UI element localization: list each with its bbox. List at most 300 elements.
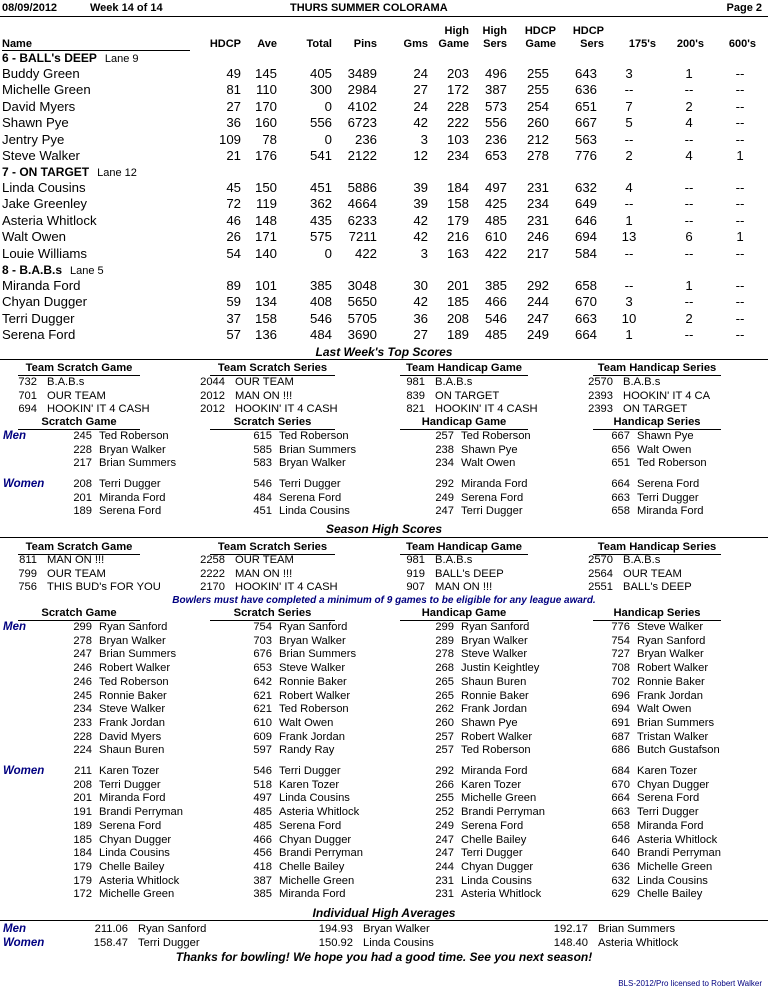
score-value: 632 — [611, 874, 630, 887]
score-value: 292 — [435, 478, 454, 490]
score-name: BALL's DEEP — [435, 567, 504, 580]
score-value: 2222 — [200, 567, 225, 580]
score-name: Bryan Walker — [637, 648, 704, 661]
bowler-175s: -- — [624, 82, 634, 98]
bowler-ave: 140 — [254, 245, 277, 261]
score-value: 247 — [435, 833, 454, 846]
score-value: 265 — [435, 675, 454, 688]
score-value: 418 — [253, 860, 272, 873]
bowler-hdcp: 45 — [226, 180, 241, 195]
score-name: OUR TEAM — [47, 567, 106, 580]
bowler-hdcp-sers: 651 — [574, 98, 597, 114]
score-value: 703 — [253, 634, 272, 647]
bowler-ave: 110 — [255, 82, 277, 98]
score-name: Robert Walker — [99, 662, 171, 675]
score-value: 585 — [253, 443, 272, 456]
score-value: 184 — [73, 847, 92, 860]
gender-label: Men — [3, 430, 26, 442]
bowler-175s: 3 — [625, 294, 633, 310]
score-value: 981 — [406, 554, 425, 566]
bowler-hdcp-sers: 670 — [574, 294, 597, 310]
bowler-hdcp: 81 — [226, 82, 241, 98]
bowler-hdcp-game: 260 — [526, 115, 549, 131]
bowler-row — [0, 82, 768, 98]
bowler-name: Terri Dugger — [2, 310, 75, 326]
bowler-total: 408 — [309, 294, 332, 310]
bowler-200s: 6 — [685, 229, 693, 245]
score-value: 621 — [253, 703, 272, 716]
bowler-high-game: 103 — [446, 131, 469, 147]
score-name: Serena Ford — [461, 819, 524, 832]
score-value: 670 — [611, 778, 630, 791]
average-name: Ryan Sanford — [138, 923, 207, 935]
score-value: 244 — [435, 860, 454, 873]
score-name: Brian Summers — [99, 457, 177, 470]
bowler-600s: -- — [735, 245, 745, 261]
score-name: Miranda Ford — [99, 792, 166, 805]
score-name: Ted Roberson — [99, 675, 169, 688]
bowler-600s: -- — [735, 327, 745, 343]
bowler-high-sers: 485 — [484, 327, 507, 343]
score-name: Miranda Ford — [99, 491, 166, 504]
average-name: Asteria Whitlock — [598, 937, 679, 949]
score-name: Linda Cousins — [279, 792, 350, 805]
bowler-high-sers: 610 — [484, 229, 507, 245]
bowler-hdcp-game: 249 — [526, 327, 549, 343]
bowler-200s: -- — [684, 196, 694, 212]
col-high-game-2: Game — [438, 38, 469, 50]
bowler-hdcp-sers: 664 — [574, 327, 597, 343]
bowler-ave: 101 — [254, 278, 277, 293]
bowler-hdcp: 54 — [226, 245, 241, 261]
score-name: Shawn Pye — [461, 716, 518, 729]
bowler-high-game: 201 — [446, 278, 469, 293]
bowler-hdcp: 49 — [226, 66, 241, 81]
score-name: Butch Gustafson — [637, 744, 720, 757]
score-value: 609 — [253, 730, 272, 743]
score-name: Ronnie Baker — [461, 689, 529, 702]
score-value: 2393 — [588, 389, 613, 402]
bowler-200s: 4 — [685, 148, 693, 163]
score-name: Bryan Walker — [279, 634, 346, 647]
bowler-high-sers: 653 — [484, 148, 507, 163]
score-name: Michelle Green — [637, 860, 713, 873]
score-name: Miranda Ford — [637, 819, 704, 832]
score-value: 667 — [611, 430, 630, 442]
bowler-hdcp-sers: 636 — [574, 82, 597, 98]
bowler-200s: -- — [684, 212, 694, 228]
score-value: 615 — [253, 430, 272, 442]
score-name: Miranda Ford — [461, 765, 528, 777]
bowler-hdcp-sers: 563 — [574, 131, 597, 147]
score-name: Linda Cousins — [99, 847, 170, 860]
bowler-175s: 1 — [625, 327, 633, 343]
score-value: 224 — [73, 744, 92, 757]
average-value: 148.40 — [553, 937, 588, 949]
score-name: Serena Ford — [279, 491, 342, 504]
bowler-high-game: 222 — [446, 115, 469, 131]
score-name: B.A.B.s — [47, 376, 85, 388]
bowler-name: Louie Williams — [2, 245, 88, 261]
bowler-600s: -- — [735, 180, 745, 195]
bowler-total: 0 — [324, 245, 332, 261]
bowler-pins: 3048 — [347, 278, 377, 293]
bowler-row — [0, 115, 768, 131]
score-value: 727 — [611, 648, 630, 661]
handicap-game-header: Handicap Game — [400, 416, 528, 430]
gender-label: Men — [3, 923, 26, 935]
score-value: 484 — [253, 491, 272, 504]
bowler-pins: 4664 — [347, 196, 377, 212]
score-value: 640 — [611, 847, 630, 860]
score-value: 233 — [73, 716, 92, 729]
bowler-hdcp-game: 217 — [526, 245, 549, 261]
score-name: Karen Tozer — [279, 778, 340, 791]
season-title: Season High Scores — [325, 522, 443, 536]
bowler-total: 575 — [309, 229, 332, 245]
bowler-175s: -- — [624, 278, 634, 293]
bowler-ave: 160 — [254, 115, 277, 131]
bowler-high-game: 189 — [446, 327, 469, 343]
bowler-total: 546 — [309, 310, 332, 326]
bowler-total: 484 — [309, 327, 332, 343]
bowler-600s: -- — [735, 278, 745, 293]
team-scratch-game-header: Team Scratch Game — [18, 541, 140, 555]
score-name: Asteria Whitlock — [637, 833, 718, 846]
bowler-200s: 2 — [685, 310, 693, 326]
col-total: Total — [306, 38, 332, 50]
average-value: 192.17 — [553, 923, 588, 935]
score-name: B.A.B.s — [435, 554, 473, 566]
score-value: 387 — [253, 874, 272, 887]
score-value: 485 — [253, 806, 272, 819]
average-value: 158.47 — [93, 937, 128, 949]
score-name: Tristan Walker — [637, 730, 709, 743]
score-name: Walt Owen — [637, 443, 692, 456]
team-lane: Lane 9 — [104, 53, 139, 65]
bowler-row — [0, 180, 768, 196]
scratch-series-header: Scratch Series — [210, 416, 335, 430]
col-175s: 175's — [628, 38, 656, 50]
bowler-hdcp: 36 — [226, 115, 241, 131]
score-value: 292 — [435, 765, 454, 777]
scratch-series-header: Scratch Series — [210, 607, 335, 621]
bowler-high-game: 216 — [446, 229, 469, 245]
score-value: 497 — [253, 792, 272, 805]
bowler-hdcp: 21 — [226, 148, 241, 163]
score-name: Ted Roberson — [461, 744, 531, 757]
bowler-gms: 36 — [413, 310, 428, 326]
bowler-175s: 13 — [621, 229, 637, 245]
score-value: 981 — [406, 376, 425, 388]
col-hdcp-game-1: HDCP — [524, 25, 556, 37]
score-name: Serena Ford — [637, 792, 700, 805]
score-name: Ryan Sanford — [99, 621, 168, 633]
score-name: Steve Walker — [99, 703, 166, 716]
bowler-pins: 6233 — [347, 212, 377, 228]
bowler-name: Jake Greenley — [2, 196, 88, 212]
bowler-200s: 4 — [685, 115, 693, 131]
bowler-high-sers: 496 — [484, 66, 507, 81]
score-name: Asteria Whitlock — [461, 888, 542, 901]
bowler-600s: 1 — [736, 148, 744, 163]
score-name: Steve Walker — [279, 662, 346, 675]
score-name: Chelle Bailey — [279, 860, 345, 873]
bowler-ave: 150 — [254, 180, 277, 195]
score-name: Karen Tozer — [637, 765, 698, 777]
score-value: 238 — [435, 443, 454, 456]
score-name: Brandi Perryman — [461, 806, 545, 819]
score-name: Karen Tozer — [99, 765, 160, 777]
average-value: 194.93 — [318, 923, 353, 935]
bowler-gms: 42 — [413, 229, 428, 245]
report-date: 08/09/2012 — [2, 2, 58, 14]
bowler-total: 405 — [309, 66, 332, 81]
score-name: Terri Dugger — [99, 778, 161, 791]
score-value: 257 — [435, 430, 454, 442]
bowler-hdcp: 59 — [226, 294, 241, 310]
bowler-total: 541 — [309, 148, 332, 163]
bowler-175s: 10 — [621, 310, 637, 326]
bowler-hdcp-game: 292 — [526, 278, 549, 293]
bowler-175s: 2 — [625, 148, 633, 163]
bowler-name: Michelle Green — [2, 82, 91, 98]
bowler-gms: 30 — [413, 278, 428, 293]
score-name: Karen Tozer — [461, 778, 522, 791]
score-name: OUR TEAM — [623, 567, 682, 580]
score-value: 247 — [435, 505, 454, 518]
season-rule — [0, 537, 768, 538]
col-600s: 600's — [728, 38, 756, 50]
score-value: 179 — [73, 874, 92, 887]
score-value: 754 — [611, 634, 630, 647]
score-value: 245 — [73, 689, 92, 702]
bowler-gms: 39 — [413, 196, 428, 212]
score-value: 278 — [73, 634, 92, 647]
score-value: 686 — [611, 744, 630, 757]
score-value: 664 — [611, 792, 630, 805]
score-value: 172 — [73, 888, 92, 901]
score-value: 629 — [611, 888, 630, 901]
score-name: Randy Ray — [279, 744, 335, 757]
score-name: Walt Owen — [279, 716, 334, 729]
bowler-pins: 2984 — [347, 82, 377, 98]
bowler-high-game: 184 — [446, 180, 469, 195]
bowler-gms: 12 — [413, 148, 428, 163]
bowler-hdcp-game: 278 — [526, 148, 549, 163]
score-name: OUR TEAM — [235, 554, 294, 566]
bowler-high-game: 203 — [446, 66, 469, 81]
bowler-hdcp-game: 255 — [526, 82, 549, 98]
score-value: 179 — [73, 860, 92, 873]
score-name: Serena Ford — [279, 819, 342, 832]
score-name: Bryan Walker — [279, 457, 346, 470]
bowler-hdcp-sers: 643 — [574, 66, 597, 81]
bowler-pins: 5886 — [347, 180, 377, 195]
last-week-title: Last Week's Top Scores — [315, 345, 453, 359]
score-name: Ronnie Baker — [99, 689, 167, 702]
bowler-ave: 148 — [254, 212, 277, 228]
bowler-hdcp-sers: 658 — [574, 278, 597, 293]
score-name: THIS BUD's FOR YOU — [47, 581, 161, 594]
score-name: Frank Jordan — [279, 730, 345, 743]
score-name: MAN ON !!! — [235, 389, 293, 402]
score-name: Bryan Walker — [461, 634, 528, 647]
bowler-175s: -- — [624, 245, 634, 261]
bowler-name: Linda Cousins — [2, 180, 86, 195]
bowler-gms: 3 — [420, 245, 428, 261]
score-name: Chyan Dugger — [99, 833, 172, 846]
score-value: 821 — [406, 403, 425, 416]
league-name: THURS SUMMER COLORAMA — [290, 2, 448, 14]
score-value: 278 — [435, 648, 454, 661]
bowler-name: Miranda Ford — [2, 278, 81, 293]
score-name: Shawn Pye — [461, 443, 518, 456]
team-title: 6 - BALL's DEEP — [2, 51, 97, 65]
bowler-hdcp-game: 254 — [526, 98, 549, 114]
bowler-row — [0, 311, 768, 327]
score-name: ON TARGET — [623, 403, 688, 416]
score-name: HOOKIN' IT 4 CASH — [435, 403, 538, 416]
bowler-row — [0, 66, 768, 82]
bowler-name: Serena Ford — [2, 327, 76, 343]
score-value: 2393 — [588, 403, 613, 416]
score-value: 610 — [253, 716, 272, 729]
score-value: 2564 — [588, 567, 613, 580]
scratch-game-header: Scratch Game — [18, 416, 140, 430]
score-name: Bryan Walker — [99, 443, 166, 456]
score-value: 228 — [73, 443, 92, 456]
bowler-600s: -- — [735, 310, 745, 326]
bowler-600s: -- — [735, 196, 745, 212]
bowler-row — [0, 196, 768, 212]
score-value: 696 — [611, 689, 630, 702]
bowler-175s: 5 — [625, 115, 633, 131]
bowler-total: 556 — [309, 115, 332, 131]
score-name: Miranda Ford — [279, 888, 346, 901]
col-high-game-1: High — [444, 25, 469, 37]
bowler-gms: 42 — [413, 294, 428, 310]
score-name: Bryan Walker — [99, 634, 166, 647]
score-value: 919 — [406, 567, 425, 580]
score-value: 691 — [611, 716, 630, 729]
bowler-hdcp: 72 — [226, 196, 241, 212]
license-text: BLS-2012/Pro licensed to Robert Walker — [618, 979, 762, 988]
bowler-high-sers: 422 — [484, 245, 507, 261]
score-name: Miranda Ford — [637, 505, 704, 518]
bowler-gms: 24 — [413, 98, 428, 114]
bowler-600s: -- — [735, 98, 745, 114]
score-name: Terri Dugger — [461, 847, 523, 860]
bowler-ave: 158 — [254, 310, 277, 326]
score-name: Brandi Perryman — [637, 847, 721, 860]
bowler-hdcp-game: 231 — [526, 180, 549, 195]
score-value: 2258 — [200, 554, 225, 566]
score-name: HOOKIN' IT 4 CASH — [47, 403, 150, 416]
score-name: Terri Dugger — [637, 806, 699, 819]
average-name: Terri Dugger — [138, 937, 200, 949]
score-value: 231 — [435, 888, 454, 901]
team-scratch-game-header: Team Scratch Game — [18, 362, 140, 376]
bowler-gms: 39 — [413, 180, 428, 195]
bowler-200s: 2 — [685, 98, 693, 114]
score-value: 255 — [435, 792, 454, 805]
bowler-pins: 422 — [354, 245, 377, 261]
score-value: 485 — [253, 819, 272, 832]
bowler-total: 0 — [324, 98, 332, 114]
average-value: 211.06 — [94, 923, 128, 935]
score-name: Justin Keightley — [461, 662, 540, 675]
score-name: Ted Roberson — [637, 457, 707, 470]
score-name: Brian Summers — [279, 443, 357, 456]
col-gms: Gms — [403, 38, 428, 50]
bowler-row — [0, 99, 768, 115]
score-name: Ryan Sanford — [461, 621, 530, 633]
bowler-name: Shawn Pye — [2, 115, 69, 131]
team-lane: Lane 12 — [97, 167, 137, 179]
bowler-gms: 42 — [413, 115, 428, 131]
score-value: 201 — [73, 491, 92, 504]
score-value: 385 — [253, 888, 272, 901]
bowler-175s: -- — [624, 131, 634, 147]
bowler-hdcp-sers: 632 — [574, 180, 597, 195]
bowler-hdcp-game: 246 — [526, 229, 549, 245]
score-value: 583 — [253, 457, 272, 470]
bowler-hdcp: 57 — [226, 327, 241, 343]
score-name: Michelle Green — [279, 874, 355, 887]
col-hdcp-game-2: Game — [525, 38, 556, 50]
score-name: Steve Walker — [461, 648, 528, 661]
score-value: 2012 — [200, 403, 225, 416]
col-pins: Pins — [353, 38, 377, 50]
score-name: Serena Ford — [461, 491, 524, 504]
bowler-name: Steve Walker — [2, 148, 80, 163]
score-value: 217 — [73, 457, 92, 470]
score-value: 466 — [253, 833, 272, 846]
score-value: 701 — [18, 389, 37, 402]
score-name: Ted Roberson — [461, 430, 531, 442]
bowler-total: 385 — [309, 278, 332, 293]
score-value: 694 — [18, 403, 37, 416]
score-name: Asteria Whitlock — [279, 806, 360, 819]
score-value: 694 — [611, 703, 630, 716]
bowler-hdcp: 89 — [226, 278, 241, 293]
bowler-name: Jentry Pye — [2, 131, 65, 147]
page-number: Page 2 — [726, 2, 762, 14]
bowler-row — [0, 132, 768, 148]
col-200s: 200's — [676, 38, 704, 50]
bowler-high-sers: 497 — [484, 180, 507, 195]
score-name: B.A.B.s — [623, 376, 661, 388]
score-name: David Myers — [99, 730, 162, 743]
bowler-total: 300 — [309, 82, 332, 98]
bowler-total: 362 — [309, 196, 332, 212]
bowler-ave: 136 — [254, 327, 277, 343]
score-value: 708 — [611, 662, 630, 675]
gender-label: Women — [3, 765, 45, 777]
bowler-ave: 170 — [254, 98, 277, 114]
bowler-600s: 1 — [736, 229, 744, 245]
score-value: 663 — [611, 806, 630, 819]
score-value: 776 — [611, 621, 630, 633]
bowler-high-sers: 546 — [484, 310, 507, 326]
bowler-row — [0, 213, 768, 229]
bowler-ave: 176 — [254, 148, 277, 163]
score-value: 211 — [74, 765, 92, 777]
score-value: 597 — [253, 744, 272, 757]
last-week-rule — [0, 359, 768, 360]
bowler-hdcp-sers: 667 — [574, 115, 597, 131]
